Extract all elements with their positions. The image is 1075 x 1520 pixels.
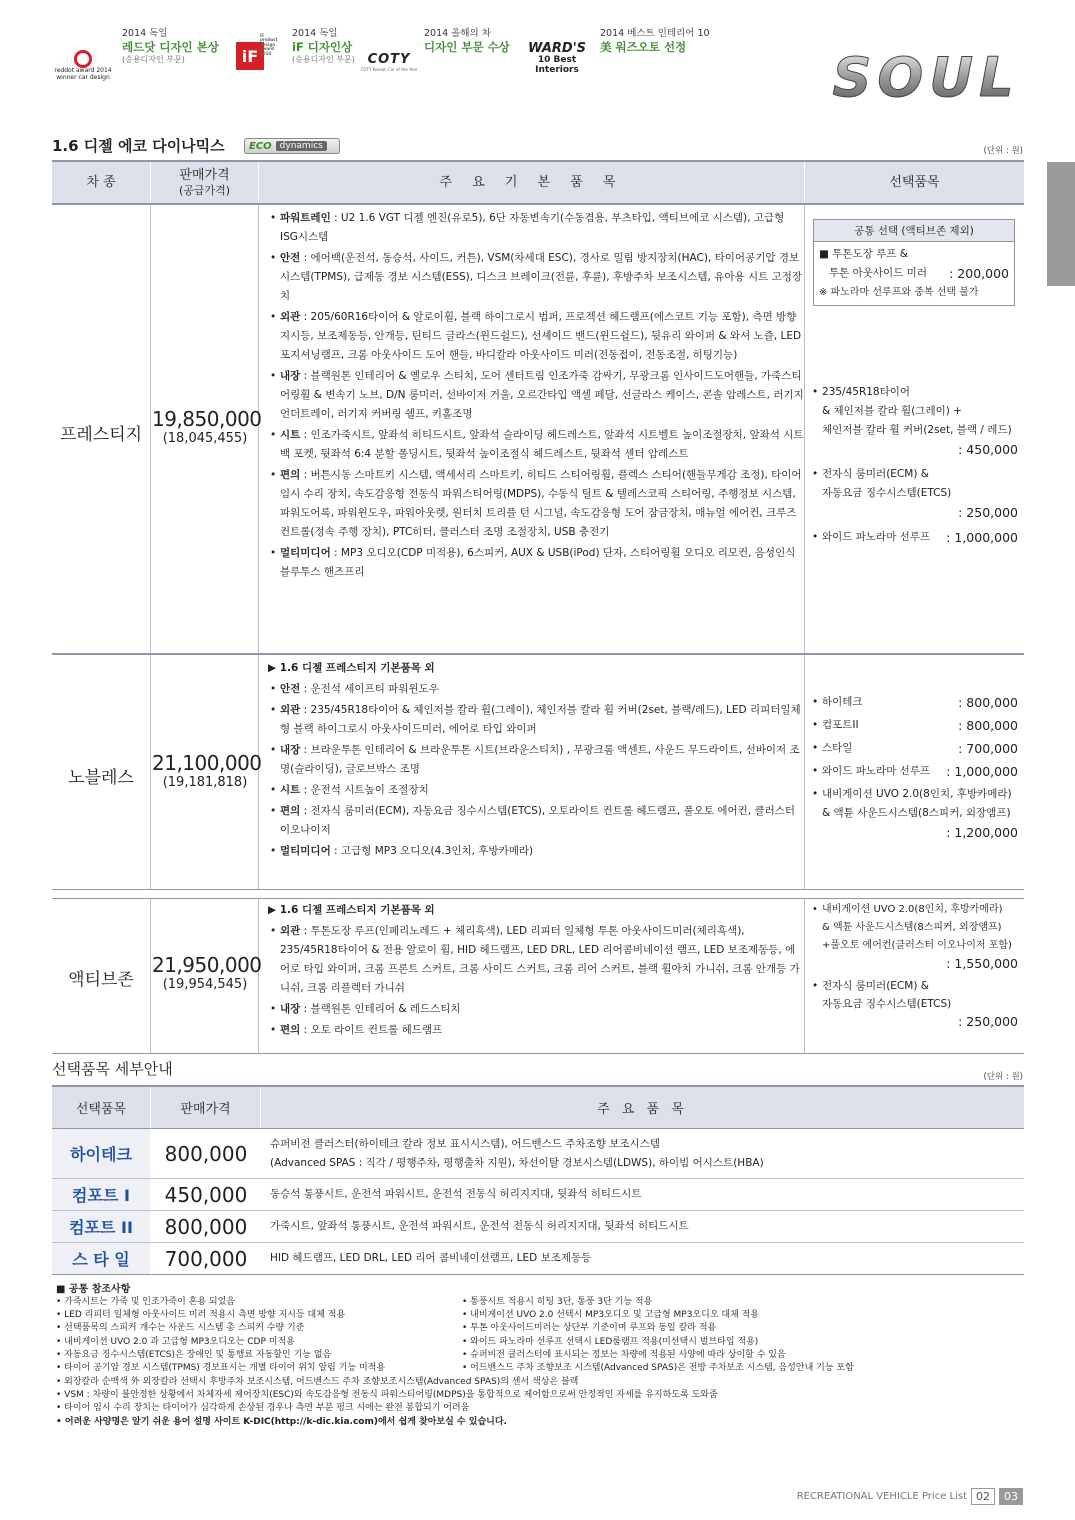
page-number-active: 03 (999, 1488, 1023, 1505)
list-item: • 외관 : 235/45R18타이어 & 체인저블 칼라 휠(그레이), 체인저블 칼라 휠 커버(2set, 블랙/레드), LED 리피터일체형 블랙 하이그로시 아웃사이드미러, 에어로 타입 와이퍼 (268, 701, 804, 739)
unit-label: (단위 : 원) (983, 146, 1023, 156)
option-item: • 하이테크 : 800,000 (812, 693, 1018, 712)
option-detail-header (52, 1085, 1024, 1129)
list-item: • 외관 : 투톤도장 루프(인페리노레드 + 체리흑색), LED 리피터 일체형 투톤 아웃사이드미러(체리흑색), 235/45R18타이어 & 전용 알로이 휠, HID 헤드램프, LED DRL, LED 리어콤비네이션 램프, LED 보조제동등, 에어로 타입 와이퍼, 크롬 프론트 스커트, 크롬 사이드 스커트, 크롬 리어 스커트, 블랙 휠아치 가니쉬, 크롬 안개등 가니쉬, 크롬 리플렉터 가니쉬 (268, 922, 804, 998)
table-row: 컴포트 I 450,000 동승석 통풍시트, 운전석 파워시트, 운전석 전동식 허리지지대, 뒷좌석 히티드시트 (52, 1179, 1024, 1211)
reddot-logo: reddot award 2014 winner car design (52, 44, 114, 88)
notes-title: ■ 공통 참조사항 (56, 1284, 131, 1295)
award-coty: 2014 올해의 차 디자인 부문 수상 (424, 28, 510, 55)
basic-items-list: ▶ 1.6 디젤 프레스티지 기본품목 외 • 외관 : 투톤도장 루프(인페리노레드 + 체리흑색), LED 리피터 일체형 투톤 아웃사이드미러(체리흑색), 235/45R18타이어 & 전용 알로이 휠, HID 헤드램프, LED DRL, LED 리어콤비네이션 램프, LED 보조제동등, 에어로 타입 와이퍼, 크롬 프론트 스커트, 크롬 사이드 스커트, 크롬 리어 스커트, 블랙 휠아치 가니쉬, 크롬 안개등 가니쉬, 크롬 리플렉터 가니쉬 • 내장 : 블랙원톤 인테리어 & 레드스티치 • 편의 : 오토 라이트 컨트롤 헤드램프 (268, 901, 804, 1042)
unit-label-2: (단위 : 원) (983, 1072, 1023, 1082)
soul-logo (828, 50, 1024, 106)
list-item: • 편의 : 오토 라이트 컨트롤 헤드램프 (268, 1021, 804, 1040)
footer: RECREATIONAL VEHICLE Price List 02 03 (797, 1488, 1023, 1505)
award-if: 2014 독일 iF 디자인상 (승용디자인 부문) (292, 28, 355, 65)
options-list (812, 693, 1018, 842)
option-item: • 전자식 룸미러(ECM) & 자동요금 징수시스템(ETCS) : 250,000 (812, 465, 1018, 522)
table-row: 스 타 일 700,000 HID 헤드램프, LED DRL, LED 리어 콤비네이션램프, LED 보조제동등 (52, 1243, 1024, 1275)
list-item: • 편의 : 전자식 룸미러(ECM), 자동요금 징수시스템(ETCS), 오토라이트 컨트롤 헤드램프, 풀오토 에어컨, 클러스터 이오나이저 (268, 802, 804, 840)
header-trim: 차 종 (86, 174, 116, 190)
list-item: • 내장 : 블랙원톤 인테리어 & 레드스티치 (268, 1000, 804, 1019)
list-item: • 편의 : 버튼시동 스마트키 시스템, 액세서리 스마트키, 히티드 스티어링휠, 플렉스 스티어(핸들무게감 조정), 타이어 임시 수리 장치, 속도감응형 전동식 파워스티어링(MDPS), 수동식 틸트 & 텔레스코픽 스티어링, 주행정보 시스템, 파워도어록, 파워윈도우, 파워아웃렛, 원터치 트리플 턴 시그널, 속도감응형 도어 잠금장치, 매뉴얼 에어컨, 크루즈 컨트롤(정속 주행 장치), PTC히터, 클러스터 조명 조절장치, USB 충전기 (268, 466, 804, 542)
list-item: • 안전 : 에어백(운전석, 동승석, 사이드, 커튼), VSM(차세대 ESC), 경사로 밀림 방지장치(HAC), 타이어공기압 경보시스템(TPMS), 급제동 경보 시스템(ESS), 디스크 브레이크(전륜, 후륜), 후방주차 보조시스템, 유아용 시트 고정장치 (268, 249, 804, 306)
trim-name: 액티브존 (68, 970, 134, 990)
trim-prestige (52, 204, 1024, 654)
option-item: • 내비게이션 UVO 2.0(8인치, 후방카메라) & 액튠 사운드시스템(8스피커, 외장앰프) : 1,200,000 (812, 785, 1018, 842)
award-wards: 2014 베스트 인테리어 10 美 워즈오토 선정 (600, 28, 710, 55)
coty-logo: COTY COTY Korean Car of the Year (360, 52, 418, 72)
price-table-header (52, 160, 1024, 204)
trim-activezone (52, 898, 1024, 1054)
award-reddot: 2014 독일 레드닷 디자인 본상 (승용디자인 부문) (122, 28, 219, 65)
svg-text:SOUL: SOUL (832, 50, 1020, 106)
trim-name: 노블레스 (68, 768, 134, 788)
header-option-items: 주 요 품 목 (260, 1087, 1024, 1128)
header-options: 선택품목 (804, 162, 1024, 203)
list-item: • 시트 : 인조가죽시트, 앞좌석 히티드시트, 앞좌석 슬라이딩 헤드레스트, 앞좌석 시트벨트 높이조절장치, 앞좌석 시트백 포켓, 뒷좌석 6:4 분할 폴딩시트, 뒷좌석 높이조절식 헤드레스트, 뒷좌석 센터 암레스트 (268, 426, 804, 464)
options-list (812, 901, 1018, 1031)
option-item: • 와이드 파노라마 선루프 : 1,000,000 (812, 762, 1018, 781)
header-price: 판매가격 (공급가격) (150, 162, 258, 203)
option-item: • 와이드 파노라마 선루프 : 1,000,000 (812, 528, 1018, 547)
list-item: • 파워트레인 : U2 1.6 VGT 디젤 엔진(유로5), 6단 자동변속기(수동겸용, 부츠타입, 액티브에코 시스템), 고급형 ISG시스템 (268, 209, 804, 247)
table-row: 컴포트 II 800,000 가죽시트, 앞좌석 통풍시트, 운전석 파워시트, 운전석 전동식 허리지지대, 뒷좌석 히티드시트 (52, 1211, 1024, 1243)
eco-dynamics-badge: ECO dynamics (244, 138, 340, 154)
option-item: • 235/45R18타이어 & 체인저블 칼라 휠(그레이) + 체인저블 칼라 휠 커버(2set, 블랙 / 레드) : 450,000 (812, 383, 1018, 459)
header-option-name: 선택품목 (75, 1102, 127, 1117)
options-list (812, 383, 1018, 547)
list-item: • 내장 : 브라운투톤 인테리어 & 브라운투톤 시트(브라운스티치) , 무광크롬 액센트, 사운드 무드라이트, 선바이저 조명(슬라이딩), 글로브박스 조명 (268, 741, 804, 779)
trim-noblesse (52, 654, 1024, 890)
list-item: • 내장 : 블랙원톤 인테리어 & 옐로우 스티치, 도어 센터트림 인조가죽 감싸기, 무광크롬 인사이드도어핸들, 가죽스티어링휠 & 변속기 노브, D/N 룸미러, 선바이저 거울, 오르간타입 액셀 페달, 선글라스 케이스, 콘솔 암레스트, 러기지 언더트레이, 러기지 커버링 쉘프, 키홀조명 (268, 367, 804, 424)
list-item: • 멀티미디어 : 고급형 MP3 오디오(4.3인치, 후방카메라) (268, 842, 804, 861)
option-detail-table (52, 1085, 1024, 1275)
list-item: • 외관 : 205/60R16타이어 & 알로이휠, 블랙 하이그로시 범퍼, 프로젝션 헤드램프(에스코트 기능 포함), 측면 방향지시등, 보조제동등, 안개등, 틴티드 글라스(윈드쉴드), 선셰이드 밴드(윈드쉴드), 뒷유리 와이퍼 & 와셔 노즐, LED 포지셔닝램프, 크롬 아웃사이드 도어 핸들, 바디칼라 아웃사이드 미러(전동접이, 전동조절, 히팅기능) (268, 308, 804, 365)
basic-items-list (268, 209, 804, 584)
trim-price: 19,850,000 (18,045,455) (152, 407, 262, 446)
section2-title: 선택품목 세부안내 (52, 1060, 173, 1078)
header-option-price: 판매가격 (150, 1087, 260, 1128)
basic-items-list: ▶ 1.6 디젤 프레스티지 기본품목 외 • 안전 : 운전석 세이프티 파워윈도우 • 외관 : 235/45R18타이어 & 체인저블 칼라 휠(그레이), 체인저블 칼라 휠 커버(2set, 블랙/레드), LED 리피터일체형 블랙 하이그로시 아웃사이드미러, 에어로 타입 와이퍼 • 내장 : 브라운투톤 인테리어 & 브라운투톤 시트(브라운스티치) , 무광크롬 액센트, 사운드 무드라이트, 선바이저 조명(슬라이딩), 글로브박스 조명 • 시트 : 운전석 시트높이 조절장치 • 편의 : 전자식 룸미러(ECM), 자동요금 징수시스템(ETCS), 오토라이트 컨트롤 헤드램프, 풀오토 에어컨, 클러스터 이오나이저 • 멀티미디어 : 고급형 MP3 오디오(4.3인치, 후방카메라) (268, 659, 804, 863)
if-logo: iF iF product design award 2014 (228, 30, 272, 82)
option-item: • 내비게이션 UVO 2.0(8인치, 후방카메라) & 액튠 사운드시스템(8스피커, 외장앰프) +풀오토 에어컨(클러스터 이오나이저 포함) : 1,550,000 (812, 901, 1018, 973)
section-title: 1.6 디젤 에코 다이나믹스 (52, 137, 225, 155)
page-number: 02 (971, 1488, 995, 1505)
option-item: • 컴포트II : 800,000 (812, 716, 1018, 735)
trim-price: 21,100,000 (19,181,818) (152, 751, 262, 790)
list-item: • 시트 : 운전석 시트높이 조절장치 (268, 781, 804, 800)
notes-full: • 외장칼라 순백색 外 외장칼라 선택시 후방주차 보조시스템, 어드밴스드 주차 조향보조시스템(Advanced SPAS)의 센서 색상은 블랙 • VSM : 차량이 불안정한 상황에서 차체자세 제어장치(ESC)와 속도감응형 전동식 파워스티어링(MDPS)을 통합적으로 제어함으로써 안정적인 자세를 유지하도록 도와줌 • 타이어 임시 수리 장치는 타이어가 심각하게 손상된 경우나 측면 부분 펑크 시에는 완전 봉합되기 어려움 • 어려운 사양명은 알기 쉬운 용어 설명 사이트 K-DIC(http://k-dic.kia.com)에서 쉽게 찾아보실 수 있습니다. (56, 1377, 718, 1427)
common-option-box: 공통 선택 (액티브존 제외) ■ 투톤도장 루프 & 투톤 아웃사이드 미러 : 200,000 ※ 파노라마 선루프와 중복 선택 불가 (813, 219, 1015, 306)
list-item: • 안전 : 운전석 세이프티 파워윈도우 (268, 680, 804, 699)
option-item: • 스타일 : 700,000 (812, 739, 1018, 758)
trim-name: 프레스티지 (59, 425, 143, 445)
table-row: 하이테크 800,000 슈퍼비전 클러스터(하이테크 칼라 정보 표시시스템), 어드밴스드 주차조향 보조시스템 (Advanced SPAS : 직각 / 평행주차, 평행출차 지원), 차선이탈 경보시스템(LDWS), 하이빔 어시스트(HBA) (52, 1129, 1024, 1179)
header-items: 주 요 기 본 품 목 (258, 162, 804, 203)
notes-left: • 가죽시트는 가죽 및 인조가죽이 혼용 되었음 • LED 리피터 일체형 아웃사이드 미러 적용시 측면 방향 지시등 대체 적용 • 선택품목의 스피커 개수는 사운드 시스템 총 스피커 수량 기준 • 내비게이션 UVO 2.0 과 고급형 MP3오디오는 CDP 미적용 • 자동요금 징수시스템(ETCS)은 장애인 및 통행료 자동할인 기능 없음 • 타이어 공기압 경보 시스템(TPMS) 경보표시는 개별 타이어 위치 알림 기능 미적용 (56, 1297, 386, 1374)
option-item: • 전자식 룸미러(ECM) & 자동요금 징수시스템(ETCS) : 250,000 (812, 977, 1018, 1031)
side-tab (1047, 162, 1075, 286)
wards-logo: WARD'S 10 Best Interiors (527, 40, 587, 75)
list-item: • 멀티미디어 : MP3 오디오(CDP 미적용), 6스피커, AUX & USB(iPod) 단자, 스티어링휠 오디오 리모컨, 음성인식 블루투스 핸즈프리 (268, 544, 804, 582)
trim-price: 21,950,000 (19,954,545) (152, 953, 262, 992)
notes-right: • 통풍시트 적용시 히팅 3단, 통풍 3단 기능 적용 • 내비게이션 UVO 2.0 선택시 MP3오디오 및 고급형 MP3오디오 대체 적용 • 투톤 아웃사이드미러는 상단부 기준이며 루프와 동일 칼라 적용 • 와이드 파노라마 선루프 선택시 LED룸램프 적용(미선택시 벌브타입 적용) • 슈퍼비전 클러스터에 표시되는 정보는 차량에 적용된 사양에 따라 상이할 수 있음 • 어드밴스드 주차 조향보조 시스템(Advanced SPAS)은 전방 주차보조 시스템, 음성안내 기능 포함 (462, 1297, 854, 1374)
